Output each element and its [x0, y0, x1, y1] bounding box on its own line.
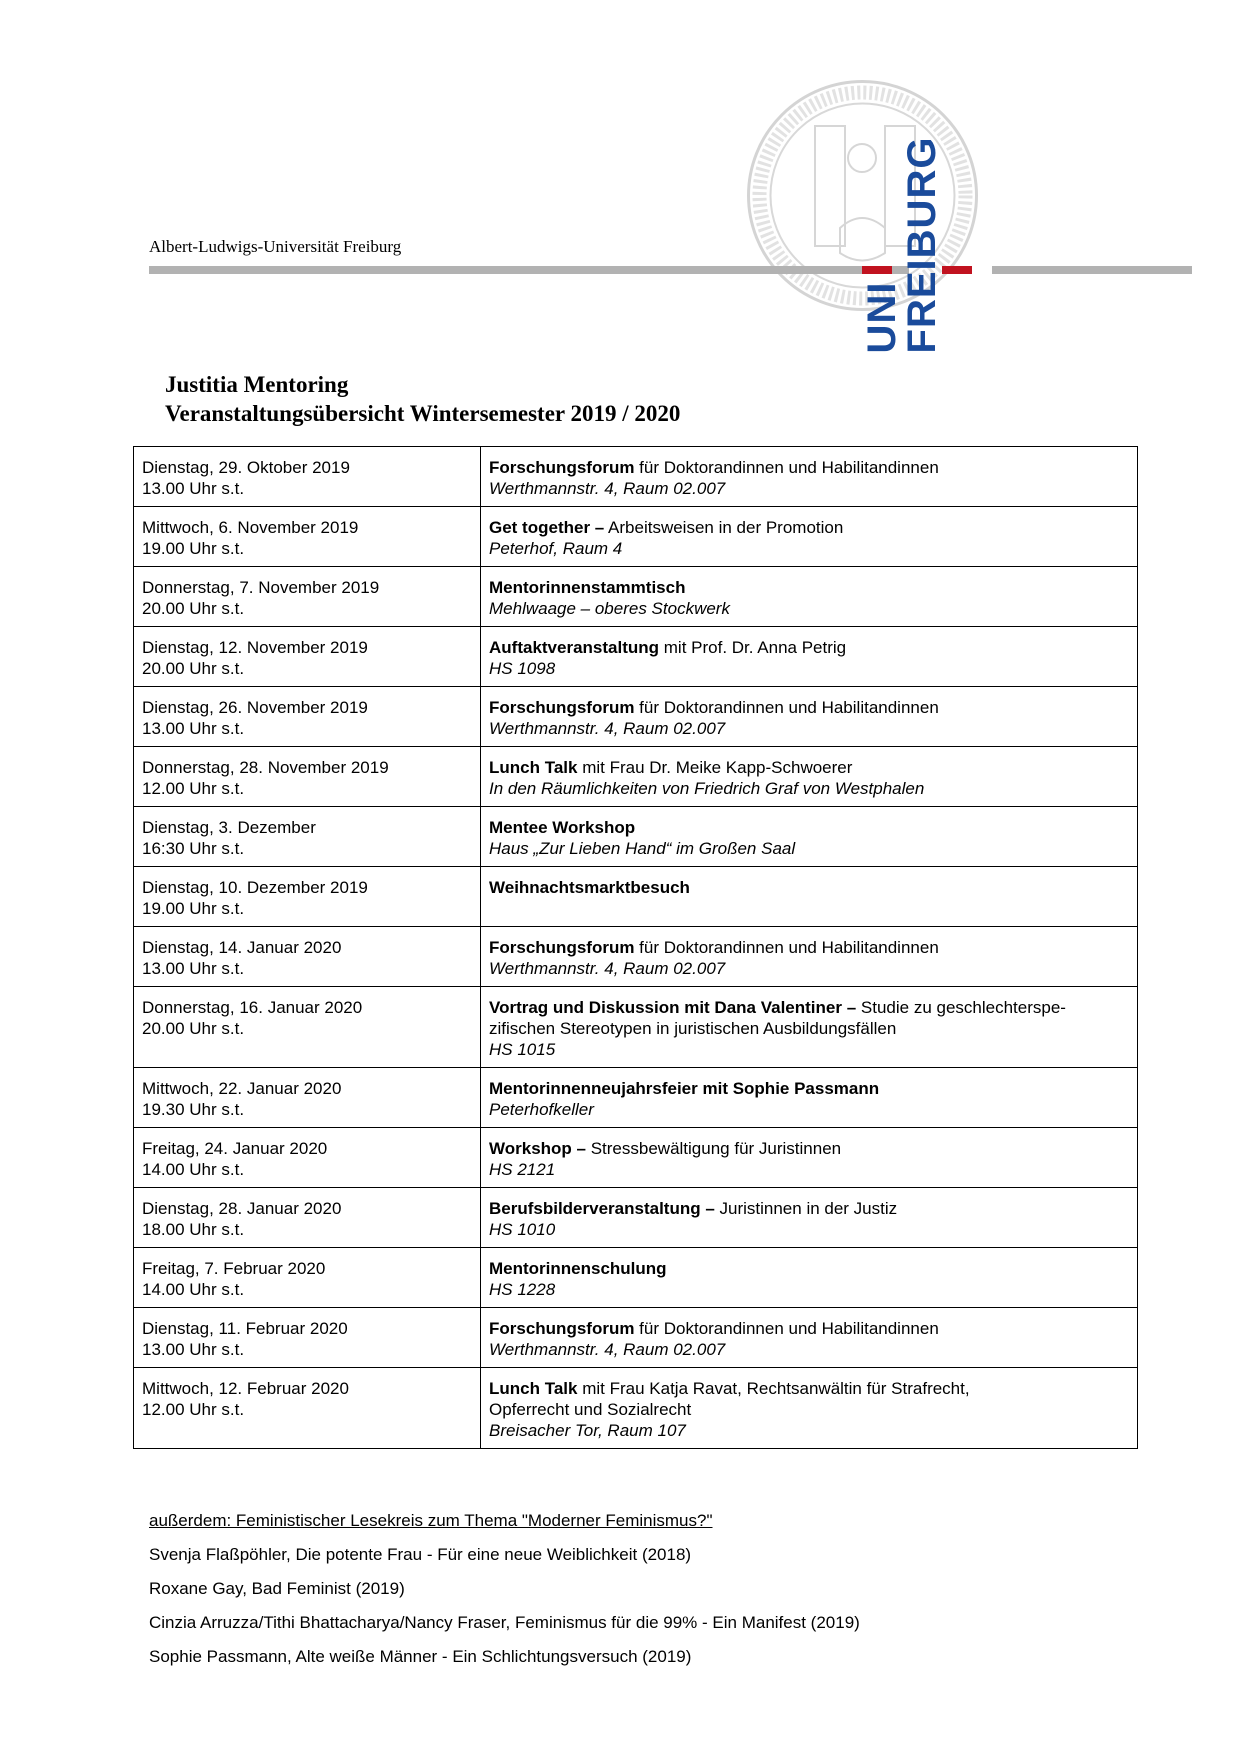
event-time: 19.00 Uhr s.t. [142, 539, 245, 558]
book-item: Roxane Gay, Bad Feminist (2019) [149, 1579, 405, 1598]
event-date-cell [134, 507, 481, 567]
event-location: HS 1010 [489, 1220, 556, 1239]
event-subtitle: Stressbewältigung für Juristinnen [585, 1139, 842, 1158]
event-title: Berufsbilderveranstaltung – [489, 1199, 715, 1218]
event-detail-cell [481, 687, 1138, 747]
event-location: HS 2121 [489, 1160, 556, 1179]
event-date: Dienstag, 10. Dezember 2019 [142, 878, 368, 897]
event-row [134, 627, 1138, 687]
event-row [134, 447, 1138, 507]
event-time: 19.00 Uhr s.t. [142, 899, 245, 918]
event-location: Peterhofkeller [489, 1100, 594, 1119]
event-date: Donnerstag, 7. November 2019 [142, 578, 380, 597]
event-date-cell [134, 627, 481, 687]
event-date-cell [134, 567, 481, 627]
event-location: Werthmannstr. 4, Raum 02.007 [489, 479, 726, 498]
title-line-2: Veranstaltungsübersicht Wintersemester 2019 / 2020 [165, 401, 681, 426]
event-row [134, 987, 1138, 1068]
event-date: Freitag, 7. Februar 2020 [142, 1259, 326, 1278]
event-subtitle-continued: Opferrecht und Sozialrecht [489, 1400, 692, 1419]
event-title: Weihnachtsmarktbesuch [489, 878, 690, 897]
event-time: 20.00 Uhr s.t. [142, 599, 245, 618]
event-date-cell [134, 687, 481, 747]
event-location: Peterhof, Raum 4 [489, 539, 623, 558]
event-detail-cell [481, 1188, 1138, 1248]
document-title [165, 370, 680, 428]
event-time: 14.00 Uhr s.t. [142, 1160, 245, 1179]
logo-word-freiburg: FREIBURG [900, 136, 944, 354]
event-title: Forschungsforum [489, 1319, 635, 1338]
university-name: Albert-Ludwigs-Universität Freiburg [149, 237, 402, 256]
event-time: 20.00 Uhr s.t. [142, 1019, 245, 1038]
event-date: Mittwoch, 6. November 2019 [142, 518, 359, 537]
event-row [134, 1308, 1138, 1368]
event-subtitle: mit Frau Katja Ravat, Rechtsanwältin für Strafrecht, [577, 1379, 970, 1398]
header-rule-left [149, 266, 909, 274]
event-date-cell [134, 987, 481, 1068]
event-date: Dienstag, 14. Januar 2020 [142, 938, 342, 957]
event-detail-cell [481, 1248, 1138, 1308]
event-title: Forschungsforum [489, 458, 635, 477]
event-row [134, 1128, 1138, 1188]
event-location: Mehlwaage – oberes Stockwerk [489, 599, 730, 618]
event-date: Mittwoch, 22. Januar 2020 [142, 1079, 342, 1098]
event-title: Get together – [489, 518, 605, 537]
event-time: 12.00 Uhr s.t. [142, 1400, 245, 1419]
event-date-cell [134, 1308, 481, 1368]
event-date-cell [134, 1068, 481, 1128]
book-item: Svenja Flaßpöhler, Die potente Frau - Für eine neue Weiblichkeit (2018) [149, 1545, 692, 1564]
event-time: 16:30 Uhr s.t. [142, 839, 245, 858]
event-detail-cell [481, 447, 1138, 507]
event-time: 13.00 Uhr s.t. [142, 1340, 245, 1359]
event-title: Mentorinnenstammtisch [489, 578, 686, 597]
event-subtitle: für Doktorandinnen und Habilitandinnen [634, 938, 939, 957]
event-location: In den Räumlichkeiten von Friedrich Graf von Westphalen [489, 779, 925, 798]
event-detail-cell [481, 507, 1138, 567]
event-subtitle: mit Prof. Dr. Anna Petrig [659, 638, 847, 657]
event-subtitle: Juristinnen in der Justiz [714, 1199, 898, 1218]
accent-mark-right [942, 266, 972, 274]
reading-circle-heading: außerdem: Feministischer Lesekreis zum Thema "Moderner Feminismus?" [149, 1511, 713, 1530]
event-title: Forschungsforum [489, 938, 635, 957]
event-location: Haus „Zur Lieben Hand“ im Großen Saal [489, 839, 796, 858]
logo-word-uni: UNI [860, 281, 904, 354]
event-location: Werthmannstr. 4, Raum 02.007 [489, 959, 726, 978]
event-date: Donnerstag, 28. November 2019 [142, 758, 389, 777]
event-title: Mentorinnenschulung [489, 1259, 667, 1278]
event-row [134, 1248, 1138, 1308]
event-detail-cell [481, 567, 1138, 627]
event-subtitle: für Doktorandinnen und Habilitandinnen [634, 1319, 939, 1338]
event-date: Dienstag, 29. Oktober 2019 [142, 458, 350, 477]
event-detail-cell [481, 747, 1138, 807]
event-time: 20.00 Uhr s.t. [142, 659, 245, 678]
event-date-cell [134, 1188, 481, 1248]
event-detail-cell [481, 927, 1138, 987]
event-title: Lunch Talk [489, 758, 578, 777]
event-date: Dienstag, 28. Januar 2020 [142, 1199, 342, 1218]
event-title: Forschungsforum [489, 698, 635, 717]
reading-circle [149, 1504, 860, 1674]
event-date-cell [134, 447, 481, 507]
event-subtitle: Studie zu geschlechterspe- [856, 998, 1066, 1017]
event-date-cell [134, 807, 481, 867]
event-row [134, 807, 1138, 867]
event-location: HS 1228 [489, 1280, 556, 1299]
event-title: Lunch Talk [489, 1379, 578, 1398]
book-item: Cinzia Arruzza/Tithi Bhattacharya/Nancy Fraser, Feminismus für die 99% - Ein Manifest (2019) [149, 1613, 860, 1632]
event-row [134, 507, 1138, 567]
event-subtitle-continued: zifischen Stereotypen in juristischen Ausbildungsfällen [489, 1019, 897, 1038]
event-detail-cell [481, 1068, 1138, 1128]
event-detail-cell [481, 1308, 1138, 1368]
event-row [134, 1188, 1138, 1248]
event-row [134, 1068, 1138, 1128]
event-date: Dienstag, 12. November 2019 [142, 638, 368, 657]
event-date: Donnerstag, 16. Januar 2020 [142, 998, 363, 1017]
event-title: Mentee Workshop [489, 818, 636, 837]
book-item: Sophie Passmann, Alte weiße Männer - Ein Schlichtungsversuch (2019) [149, 1647, 692, 1666]
event-detail-cell [481, 627, 1138, 687]
events-table [133, 446, 1138, 1449]
event-subtitle: mit Frau Dr. Meike Kapp-Schwoerer [577, 758, 853, 777]
event-time: 19.30 Uhr s.t. [142, 1100, 245, 1119]
event-detail-cell [481, 987, 1138, 1068]
event-date-cell [134, 927, 481, 987]
event-title: Auftaktveranstaltung [489, 638, 660, 657]
event-time: 13.00 Uhr s.t. [142, 479, 245, 498]
event-location: HS 1098 [489, 659, 556, 678]
event-date: Mittwoch, 12. Februar 2020 [142, 1379, 349, 1398]
event-time: 13.00 Uhr s.t. [142, 719, 245, 738]
event-date-cell [134, 1248, 481, 1308]
event-time: 18.00 Uhr s.t. [142, 1220, 245, 1239]
event-date: Dienstag, 26. November 2019 [142, 698, 368, 717]
event-title: Vortrag und Diskussion mit Dana Valentiner – [489, 998, 857, 1017]
event-date-cell [134, 867, 481, 927]
event-time: 13.00 Uhr s.t. [142, 959, 245, 978]
event-row [134, 747, 1138, 807]
event-title: Mentorinnenneujahrsfeier mit Sophie Passmann [489, 1079, 880, 1098]
event-subtitle: Arbeitsweisen in der Promotion [604, 518, 844, 537]
event-row [134, 567, 1138, 627]
event-row [134, 927, 1138, 987]
event-date-cell [134, 1128, 481, 1188]
event-date-cell [134, 747, 481, 807]
event-detail-cell [481, 1368, 1138, 1449]
event-title: Workshop – [489, 1139, 586, 1158]
event-date: Freitag, 24. Januar 2020 [142, 1139, 328, 1158]
event-row [134, 867, 1138, 927]
event-time: 14.00 Uhr s.t. [142, 1280, 245, 1299]
event-date: Dienstag, 11. Februar 2020 [142, 1319, 348, 1338]
event-date: Dienstag, 3. Dezember [142, 818, 316, 837]
event-date-cell [134, 1368, 481, 1449]
title-line-1: Justitia Mentoring [165, 372, 349, 397]
event-location: Breisacher Tor, Raum 107 [489, 1421, 686, 1440]
uni-freiburg-logo [862, 130, 942, 360]
event-detail-cell [481, 867, 1138, 927]
event-subtitle: für Doktorandinnen und Habilitandinnen [634, 458, 939, 477]
event-location: Werthmannstr. 4, Raum 02.007 [489, 719, 726, 738]
event-location: Werthmannstr. 4, Raum 02.007 [489, 1340, 726, 1359]
event-row [134, 687, 1138, 747]
header-rule-right [992, 266, 1192, 274]
event-subtitle: für Doktorandinnen und Habilitandinnen [634, 698, 939, 717]
event-detail-cell [481, 807, 1138, 867]
event-time: 12.00 Uhr s.t. [142, 779, 245, 798]
event-row [134, 1368, 1138, 1449]
event-location: HS 1015 [489, 1040, 556, 1059]
event-detail-cell [481, 1128, 1138, 1188]
